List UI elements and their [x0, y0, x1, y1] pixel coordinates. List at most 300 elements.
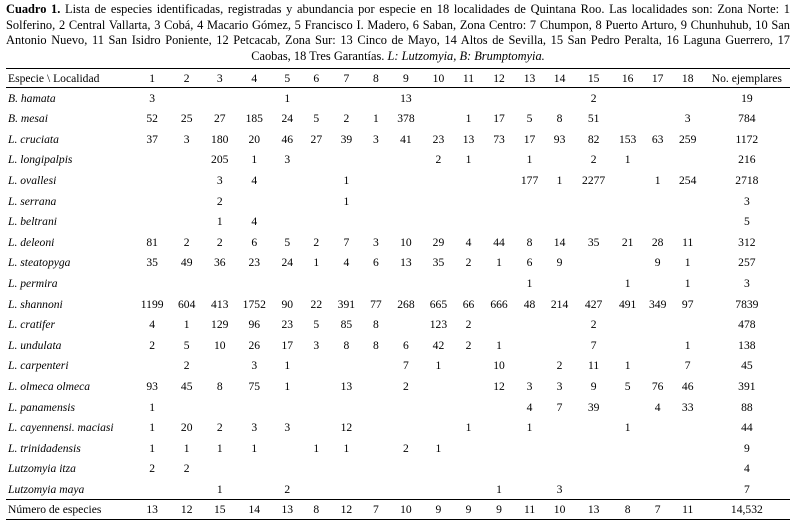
table-row [6, 211, 790, 232]
count-cell: 1 [526, 153, 533, 167]
count-cell: 666 [490, 297, 508, 311]
count-cell [516, 459, 544, 480]
count-cell [170, 397, 203, 418]
count-cell [330, 356, 362, 377]
count-cell: 37 [146, 132, 158, 146]
count-cell [672, 479, 704, 500]
count-cell [516, 211, 544, 232]
caption-abbreviations: L: Lutzomyia, B: Brumptomyia. [387, 48, 545, 63]
count-cell [330, 211, 362, 232]
species-name: L. permira [8, 277, 58, 291]
count-cell: 27 [213, 112, 226, 126]
species-name: L. cayennensi. maciasi [8, 421, 114, 435]
count-cell: 21 [621, 235, 634, 249]
count-cell: 1 [684, 277, 691, 291]
count-cell: 63 [651, 132, 664, 146]
count-cell [612, 438, 644, 459]
count-cell [203, 88, 236, 109]
count-cell: 4 [149, 318, 156, 332]
count-cell: 2 [183, 462, 190, 476]
count-cell [454, 397, 482, 418]
count-cell: 1 [149, 400, 156, 414]
count-cell [302, 273, 330, 294]
count-cell: 6 [251, 235, 258, 249]
count-cell: 1 [684, 256, 691, 270]
count-cell [612, 314, 644, 335]
species-count-cell: 15 [203, 500, 236, 520]
count-cell [362, 417, 389, 438]
count-cell [544, 211, 576, 232]
count-cell [454, 356, 482, 377]
count-cell [302, 356, 330, 377]
count-cell [516, 438, 544, 459]
count-cell [236, 88, 272, 109]
count-cell [134, 150, 170, 171]
count-cell: 1 [251, 153, 258, 167]
count-cell: 24 [281, 256, 294, 270]
count-cell: 153 [618, 132, 637, 146]
species-name: L. cruciata [8, 132, 59, 146]
count-cell [483, 170, 516, 191]
species-name: L. panamensis [8, 400, 75, 414]
count-cell: 8 [216, 379, 223, 393]
count-cell: 46 [281, 132, 294, 146]
count-cell [302, 191, 330, 212]
count-cell: 22 [310, 297, 323, 311]
count-cell: 1 [216, 441, 223, 455]
table-footer-row [6, 500, 790, 520]
count-cell [236, 191, 272, 212]
count-cell: 1 [465, 112, 472, 126]
count-cell: 5 [624, 379, 631, 393]
count-cell [454, 376, 482, 397]
count-cell: 2 [435, 153, 442, 167]
species-name: Lutzomyia itza [8, 462, 76, 476]
count-cell: 1 [313, 256, 320, 270]
count-cell [483, 459, 516, 480]
count-cell: 1 [624, 277, 631, 291]
count-cell: 42 [432, 338, 445, 352]
count-cell [302, 397, 330, 418]
count-cell: 1 [465, 421, 472, 435]
header-locality: 1 [134, 69, 170, 88]
count-cell: 1752 [242, 297, 266, 311]
count-cell [454, 211, 482, 232]
count-cell [612, 170, 644, 191]
count-cell: 3 [183, 132, 190, 146]
count-cell: 1 [183, 441, 190, 455]
count-cell: 1 [624, 421, 631, 435]
count-cell [236, 273, 272, 294]
count-cell [330, 273, 362, 294]
species-count-cell: 9 [422, 500, 454, 520]
count-cell [612, 335, 644, 356]
count-cell: 1 [343, 441, 350, 455]
count-cell: 205 [211, 153, 229, 167]
count-cell: 3 [556, 482, 563, 496]
count-cell: 214 [550, 297, 569, 311]
count-cell: 2 [590, 153, 597, 167]
count-cell: 14 [553, 235, 566, 249]
species-table [6, 68, 790, 520]
count-cell: 75 [248, 379, 261, 393]
species-count-cell: 12 [330, 500, 362, 520]
count-cell [544, 150, 576, 171]
count-cell [134, 191, 170, 212]
count-cell [644, 417, 672, 438]
header-locality: 17 [644, 69, 672, 88]
count-cell [612, 108, 644, 129]
specimen-total: 257 [738, 256, 756, 270]
count-cell: 129 [211, 318, 229, 332]
count-cell [422, 273, 454, 294]
count-cell [170, 150, 203, 171]
count-cell: 10 [213, 338, 226, 352]
count-cell: 1 [149, 421, 156, 435]
count-cell [644, 438, 672, 459]
count-cell [454, 170, 482, 191]
count-cell: 3 [684, 112, 691, 126]
count-cell: 12 [340, 421, 353, 435]
species-count-cell: 14 [236, 500, 272, 520]
count-cell [454, 88, 482, 109]
count-cell: 1199 [140, 297, 164, 311]
count-cell: 1 [372, 112, 379, 126]
count-cell [362, 150, 389, 171]
count-cell [302, 211, 330, 232]
table-row [6, 335, 790, 356]
count-cell: 1 [435, 359, 442, 373]
count-cell [672, 438, 704, 459]
count-cell: 6 [526, 256, 533, 270]
count-cell: 9 [590, 379, 597, 393]
count-cell [544, 191, 576, 212]
count-cell: 82 [587, 132, 600, 146]
count-cell [644, 211, 672, 232]
count-cell [330, 88, 362, 109]
count-cell: 3 [149, 91, 156, 105]
count-cell: 5 [183, 338, 190, 352]
count-cell: 2 [284, 482, 291, 496]
count-cell [362, 376, 389, 397]
count-cell: 13 [340, 379, 353, 393]
header-locality: 15 [576, 69, 612, 88]
count-cell: 9 [654, 256, 661, 270]
count-cell: 8 [372, 338, 379, 352]
count-cell: 96 [248, 318, 261, 332]
specimen-total: 216 [738, 153, 756, 167]
count-cell: 1 [496, 482, 502, 496]
count-cell: 17 [493, 112, 505, 126]
count-cell: 2 [313, 235, 320, 249]
table-body [6, 88, 790, 500]
count-cell: 1 [526, 421, 533, 435]
count-cell [389, 170, 422, 191]
count-cell: 3 [251, 421, 258, 435]
specimen-total: 4 [743, 462, 750, 476]
count-cell [483, 191, 516, 212]
count-cell [170, 88, 203, 109]
count-cell: 44 [493, 235, 505, 249]
count-cell [362, 211, 389, 232]
count-cell [544, 273, 576, 294]
count-cell: 20 [248, 132, 261, 146]
count-cell [302, 376, 330, 397]
count-cell: 8 [556, 112, 563, 126]
count-cell: 35 [146, 256, 158, 270]
count-cell [272, 459, 302, 480]
count-cell [483, 417, 516, 438]
header-locality: 16 [612, 69, 644, 88]
count-cell: 10 [400, 235, 412, 249]
count-cell: 2 [403, 379, 409, 393]
table-row [6, 294, 790, 315]
count-cell: 29 [432, 235, 445, 249]
header-locality: 14 [544, 69, 576, 88]
specimen-total: 312 [738, 235, 756, 249]
count-cell [576, 459, 612, 480]
count-cell [422, 479, 454, 500]
species-count-cell: 9 [454, 500, 482, 520]
count-cell: 24 [281, 112, 294, 126]
count-cell: 93 [146, 379, 158, 393]
count-cell [134, 211, 170, 232]
count-cell: 8 [526, 235, 533, 249]
count-cell: 1 [251, 441, 258, 455]
count-cell: 36 [213, 256, 226, 270]
count-cell [422, 417, 454, 438]
count-cell [389, 273, 422, 294]
count-cell [576, 273, 612, 294]
specimen-total: 478 [738, 318, 756, 332]
specimen-total: 9 [743, 441, 750, 455]
count-cell [389, 211, 422, 232]
count-cell: 6 [372, 256, 379, 270]
count-cell: 13 [400, 91, 412, 105]
specimen-total: 44 [741, 421, 753, 435]
count-cell [544, 459, 576, 480]
count-cell [644, 479, 672, 500]
count-cell [483, 273, 516, 294]
count-cell: 66 [462, 297, 475, 311]
count-cell: 1 [343, 194, 350, 208]
species-count-cell: 8 [612, 500, 644, 520]
count-cell [236, 459, 272, 480]
count-cell [612, 211, 644, 232]
table-row [6, 232, 790, 253]
count-cell: 5 [313, 112, 320, 126]
count-cell [672, 88, 704, 109]
count-cell: 35 [587, 235, 600, 249]
count-cell [544, 417, 576, 438]
species-name: B. hamata [8, 91, 56, 105]
count-cell: 349 [648, 297, 667, 311]
count-cell: 1 [556, 174, 563, 188]
species-name: B. mesai [8, 112, 48, 126]
count-cell [330, 397, 362, 418]
count-cell [612, 253, 644, 274]
count-cell: 39 [340, 132, 353, 146]
species-count-cell: 7 [644, 500, 672, 520]
count-cell: 185 [245, 112, 263, 126]
table-caption [6, 2, 790, 64]
count-cell: 28 [651, 235, 664, 249]
count-cell: 1 [216, 215, 223, 229]
count-cell: 46 [681, 379, 694, 393]
count-cell [302, 459, 330, 480]
species-count-cell: 10 [544, 500, 576, 520]
count-cell [362, 356, 389, 377]
count-cell [422, 459, 454, 480]
count-cell [544, 88, 576, 109]
count-cell: 9 [556, 256, 563, 270]
count-cell [483, 397, 516, 418]
count-cell [134, 273, 170, 294]
count-cell: 4 [654, 400, 661, 414]
count-cell [516, 479, 544, 500]
count-cell [236, 397, 272, 418]
footer-total: 14,532 [704, 500, 790, 520]
species-name: L. undulata [8, 338, 62, 352]
count-cell [389, 459, 422, 480]
count-cell: 2 [216, 421, 223, 435]
specimen-total: 19 [741, 91, 753, 105]
header-locality: 4 [236, 69, 272, 88]
count-cell: 3 [284, 421, 291, 435]
table-row [6, 417, 790, 438]
count-cell: 665 [429, 297, 448, 311]
count-cell [544, 438, 576, 459]
count-cell [644, 150, 672, 171]
count-cell: 6 [403, 338, 409, 352]
count-cell [644, 88, 672, 109]
count-cell: 1 [435, 441, 442, 455]
count-cell [672, 459, 704, 480]
count-cell: 391 [337, 297, 356, 311]
count-cell [672, 211, 704, 232]
table-row [6, 479, 790, 500]
table-row [6, 170, 790, 191]
count-cell [362, 438, 389, 459]
count-cell [516, 335, 544, 356]
count-cell: 5 [526, 112, 533, 126]
species-count-cell: 13 [576, 500, 612, 520]
species-count-cell: 11 [516, 500, 544, 520]
count-cell [544, 314, 576, 335]
count-cell: 177 [520, 174, 539, 188]
species-count-cell: 8 [302, 500, 330, 520]
count-cell [272, 438, 302, 459]
count-cell: 97 [681, 297, 694, 311]
count-cell: 4 [465, 235, 472, 249]
count-cell: 2 [403, 441, 409, 455]
count-cell: 41 [400, 132, 412, 146]
count-cell [576, 211, 612, 232]
count-cell [302, 150, 330, 171]
count-cell [170, 211, 203, 232]
count-cell [644, 314, 672, 335]
count-cell: 2 [149, 338, 156, 352]
count-cell: 3 [284, 153, 291, 167]
count-cell: 26 [248, 338, 261, 352]
count-cell [330, 459, 362, 480]
count-cell: 51 [587, 112, 600, 126]
specimen-total: 1172 [735, 132, 759, 146]
count-cell [483, 88, 516, 109]
count-cell [272, 397, 302, 418]
header-locality: 7 [330, 69, 362, 88]
count-cell [362, 459, 389, 480]
count-cell [203, 397, 236, 418]
table-row [6, 150, 790, 171]
count-cell: 1 [465, 153, 472, 167]
count-cell: 8 [343, 338, 350, 352]
count-cell [672, 191, 704, 212]
count-cell: 25 [180, 112, 193, 126]
specimen-total: 391 [738, 379, 756, 393]
count-cell: 4 [526, 400, 533, 414]
count-cell: 1 [624, 359, 631, 373]
specimen-total: 784 [738, 112, 756, 126]
count-cell: 2 [465, 318, 472, 332]
header-locality: 11 [454, 69, 482, 88]
count-cell: 1 [624, 153, 631, 167]
count-cell [302, 170, 330, 191]
count-cell [389, 417, 422, 438]
header-locality: 12 [483, 69, 516, 88]
species-name: Lutzomyia maya [8, 482, 85, 496]
caption-text: Lista de especies identificadas, registradas y abundancia por especie en 18 localidades de Quintana Roo. Las localidades son: Zona Norte: 1 Solferino, 2 Central Vallarta, 3 Cobá, 4 Macario Gómez, 5 Francisco I. Madero, 6 Saban, Zona Centro: 7 Chumpon, 8 Puerto Arturo, 9 Chunhuhub, 10 San Antonio Nuevo, 11 San Isidro Poniente, 12 Petcacab, Zona Sur: 13 Cinco de Mayo, 14 Altos de Sevilla, 15 San Pedro Peralta, 16 Laguna Guerrero, 17 Caobas, 18 Tres Garantías. [6, 2, 790, 63]
count-cell: 3 [526, 379, 533, 393]
count-cell: 13 [400, 256, 412, 270]
specimen-total: 3 [743, 194, 750, 208]
count-cell: 604 [178, 297, 196, 311]
species-count-cell: 9 [483, 500, 516, 520]
table-row [6, 88, 790, 109]
count-cell: 77 [370, 297, 382, 311]
count-cell: 2 [149, 462, 156, 476]
table-row [6, 356, 790, 377]
table-row [6, 191, 790, 212]
count-cell: 45 [180, 379, 193, 393]
specimen-total: 5 [743, 215, 750, 229]
count-cell [362, 170, 389, 191]
count-cell: 4 [343, 256, 350, 270]
count-cell: 10 [493, 359, 505, 373]
species-name: L. ovallesi [8, 174, 57, 188]
count-cell: 2 [343, 112, 350, 126]
species-count-cell: 10 [389, 500, 422, 520]
count-cell [454, 459, 482, 480]
count-cell: 7 [684, 359, 691, 373]
header-species: Especie \ Localidad [6, 69, 134, 88]
count-cell [576, 438, 612, 459]
count-cell: 33 [681, 400, 694, 414]
count-cell: 427 [584, 297, 603, 311]
count-cell [422, 211, 454, 232]
count-cell: 2 [183, 235, 190, 249]
count-cell [612, 459, 644, 480]
count-cell: 1 [313, 441, 320, 455]
count-cell: 491 [618, 297, 637, 311]
footer-label: Número de especies [6, 500, 134, 520]
count-cell [362, 273, 389, 294]
count-cell [272, 170, 302, 191]
count-cell: 1 [496, 338, 502, 352]
count-cell: 12 [493, 379, 505, 393]
species-name: L. cratifer [8, 318, 56, 332]
count-cell [134, 356, 170, 377]
